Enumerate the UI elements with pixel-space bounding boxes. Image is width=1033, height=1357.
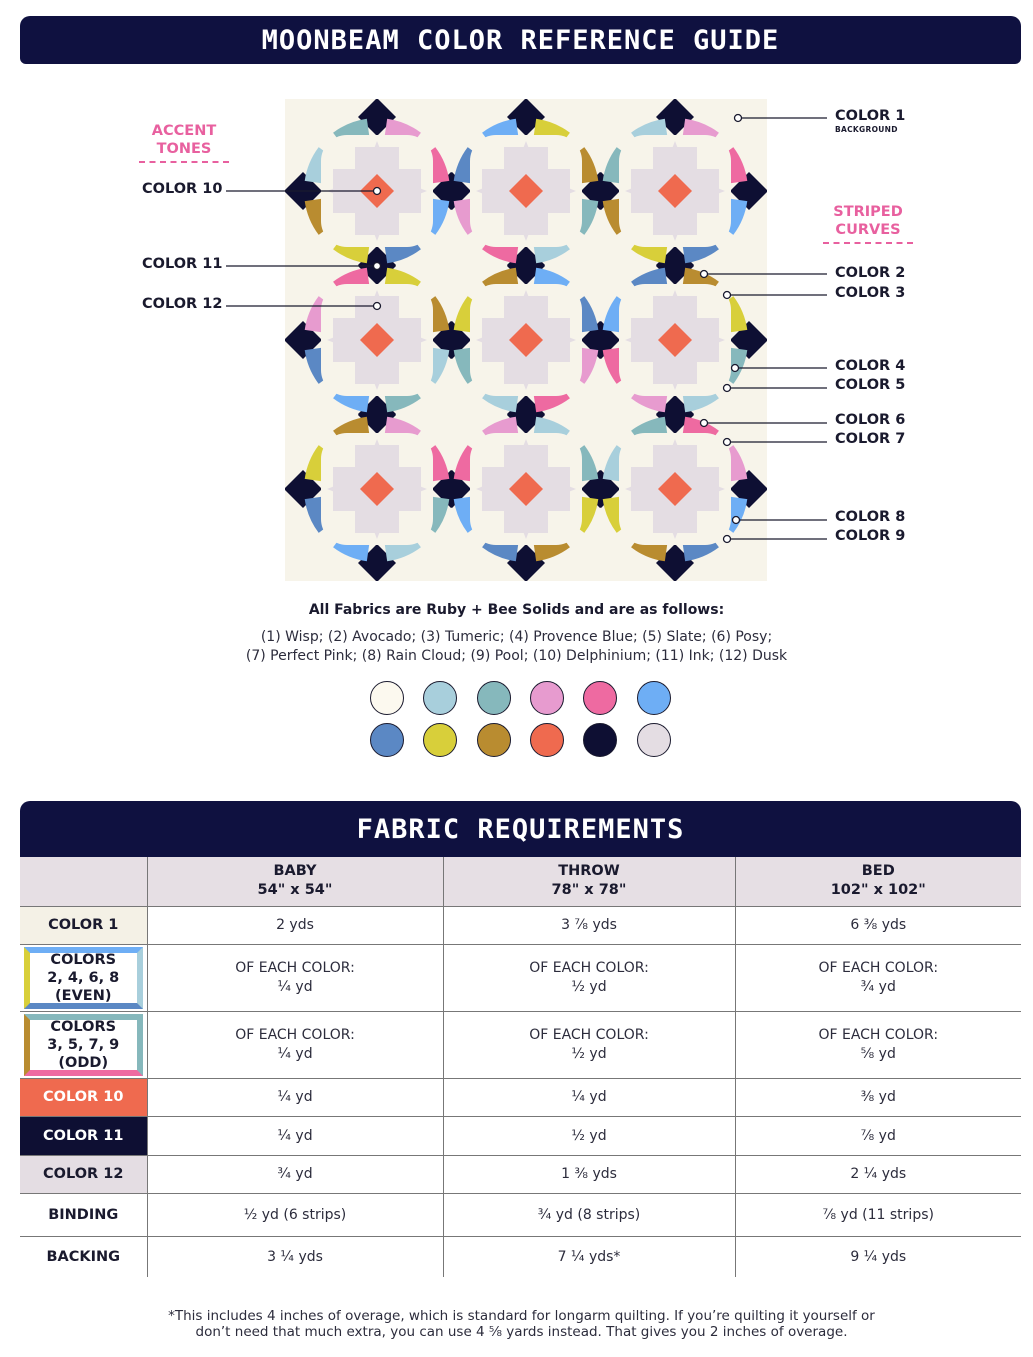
table-cell: 6 ⅜ yds [735,906,1021,944]
row-label: BINDING [20,1193,147,1236]
header-bed: BED 102" x 102" [735,857,1021,906]
table-cell: OF EACH COLOR: ⅝ yd [735,1011,1021,1078]
table-cell: OF EACH COLOR: ½ yd [443,944,735,1011]
table-cell: ½ yd [443,1116,735,1155]
table-row [20,906,1021,944]
color8-label: COLOR 8 [835,509,906,525]
table-cell: ¼ yd [443,1078,735,1116]
guide-title-banner [20,16,1021,64]
color-swatch [477,681,511,715]
requirements-title: FABRIC REQUIREMENTS [356,813,685,845]
footnote-line-1: *This includes 4 inches of overage, which is standard for longarm quilting. If you’re quilting it yourself or [168,1308,875,1324]
color-swatch [583,681,617,715]
table-cell: OF EACH COLOR: ¼ yd [147,944,443,1011]
table-cell: 2 ¼ yds [735,1155,1021,1193]
table-row [20,1236,1021,1277]
table-cell: OF EACH COLOR: ¾ yd [735,944,1021,1011]
table-cell: 1 ⅜ yds [443,1155,735,1193]
color9-label: COLOR 9 [835,528,906,544]
row-label: COLORS 3, 5, 7, 9 (ODD) [20,1011,147,1078]
color6-label: COLOR 6 [835,412,906,428]
row-label: COLOR 1 [20,906,147,944]
color1-sub-label: BACKGROUND [835,125,898,134]
color11-label: COLOR 11 [142,256,223,272]
row-label: COLORS 2, 4, 6, 8 (EVEN) [20,944,147,1011]
color-swatch [423,723,457,757]
header-baby: BABY 54" x 54" [147,857,443,906]
table-cell: ¼ yd [147,1078,443,1116]
table-cell: 2 yds [147,906,443,944]
header-blank [20,857,147,906]
table-header-row [20,857,1021,906]
table-cell: 9 ¼ yds [735,1236,1021,1277]
color-swatch [637,681,671,715]
row-label: COLOR 12 [20,1155,147,1193]
color12-label: COLOR 12 [142,296,223,312]
fabric-requirements-table [20,857,1021,1277]
color-swatch [370,723,404,757]
table-cell: 3 ⅞ yds [443,906,735,944]
color-swatch [370,681,404,715]
table-cell: ⅞ yd [735,1116,1021,1155]
color4-label: COLOR 4 [835,358,906,374]
table-row [20,944,1021,1011]
color7-label: COLOR 7 [835,431,906,447]
header-throw: THROW 78" x 78" [443,857,735,906]
color-swatch [477,723,511,757]
color-swatch [530,681,564,715]
color2-label: COLOR 2 [835,265,906,281]
color1-label: COLOR 1 [835,108,906,124]
table-row [20,1193,1021,1236]
table-cell: ½ yd (6 strips) [147,1193,443,1236]
fabrics-list-line-1: (1) Wisp; (2) Avocado; (3) Tumeric; (4) Provence Blue; (5) Slate; (6) Posy; [260,629,773,645]
fabrics-title: All Fabrics are Ruby + Bee Solids and are as follows: [308,602,725,618]
striped-curves-heading: STRIPED CURVES [823,203,913,244]
quilt-illustration [285,99,767,581]
row-label: COLOR 11 [20,1116,147,1155]
fabrics-list-line-2: (7) Perfect Pink; (8) Rain Cloud; (9) Pool; (10) Delphinium; (11) Ink; (12) Dusk [245,648,788,664]
footnote-line-2: don’t need that much extra, you can use 4 ⅝ yards instead. That gives you 2 inches of overage. [195,1324,848,1340]
table-cell: 7 ¼ yds* [443,1236,735,1277]
table-cell: 3 ¼ yds [147,1236,443,1277]
accent-tones-heading: ACCENT TONES [139,122,229,163]
requirements-banner [20,801,1021,857]
table-cell: OF EACH COLOR: ½ yd [443,1011,735,1078]
table-row [20,1078,1021,1116]
color-swatch [583,723,617,757]
table-cell: ⅞ yd (11 strips) [735,1193,1021,1236]
table-cell: OF EACH COLOR: ¼ yd [147,1011,443,1078]
row-label: BACKING [46,1248,121,1265]
color-swatch [530,723,564,757]
table-cell: ¾ yd [147,1155,443,1193]
color5-label: COLOR 5 [835,377,906,393]
table-row [20,1116,1021,1155]
color-swatch [637,723,671,757]
guide-title: MOONBEAM COLOR REFERENCE GUIDE [261,24,780,56]
table-cell: ¼ yd [147,1116,443,1155]
row-label: COLOR 10 [20,1078,147,1116]
color3-label: COLOR 3 [835,285,906,301]
table-row [20,1155,1021,1193]
table-row [20,1011,1021,1078]
table-cell: ¾ yd (8 strips) [443,1193,735,1236]
color10-label: COLOR 10 [142,181,223,197]
color-swatch [423,681,457,715]
table-cell: ⅜ yd [735,1078,1021,1116]
